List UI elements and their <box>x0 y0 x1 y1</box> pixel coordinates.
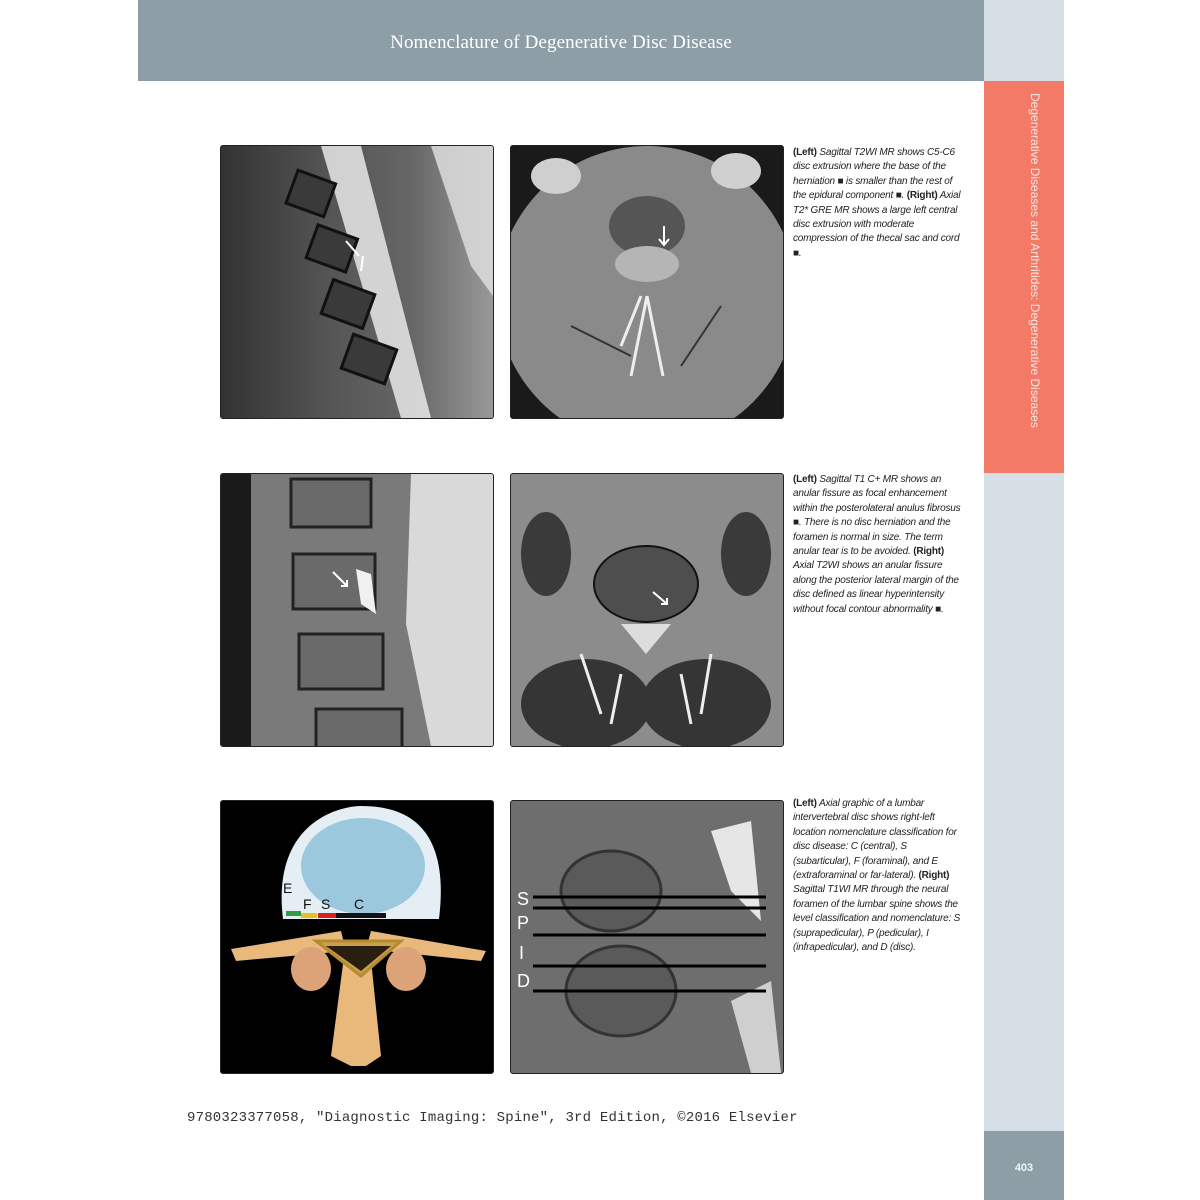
caption-label-left: (Left) <box>793 147 817 158</box>
caption-text: Sagittal T1 C+ MR shows an anular fissure as focal enhancement within the posterolateral anulus fibrosus <box>793 474 961 514</box>
caption-label-right: (Right) <box>906 190 938 202</box>
caption-text: . <box>798 247 802 259</box>
label-d-level: D <box>517 971 530 991</box>
caption-row-3 <box>793 797 963 955</box>
disc-graphic <box>221 801 493 1073</box>
mri-image <box>511 801 783 1073</box>
label-i-level: I <box>519 943 525 963</box>
caption-text: . There is no disc herniation and the foramen is normal in size. The term anular tear is to be avoided. <box>793 517 951 558</box>
caption-text: Sagittal T2WI MR shows C5-C6 disc extrusion where the base of the herniation <box>793 147 955 187</box>
caption-text: Axial T2WI shows an anular fissure along the posterior lateral margin of the disc defined as linear hyperintensity without focal contour abnormality <box>793 560 959 615</box>
page-number: 403 <box>1014 1161 1034 1174</box>
page-header <box>138 0 984 81</box>
figure-axial-disc-graphic <box>220 800 494 1074</box>
chapter-tab <box>984 81 1064 473</box>
label-c: C <box>354 896 365 912</box>
chapter-tab-label: Degenerative Diseases and Arthritides: Degenerative Diseases <box>1028 93 1042 428</box>
caption-text: Sagittal T1WI MR through the neural foramen of the lumbar spine shows the level classification and nomenclature: S (suprapedicular), P (pedicular), I (infrapedicular), and D (disc). <box>793 884 961 954</box>
footer-citation: 9780323377058, "Diagnostic Imaging: Spine", 3rd Edition, ©2016 Elsevier <box>187 1110 798 1126</box>
figure-axial-t2-lumbar <box>510 473 784 747</box>
page-number-box <box>984 1131 1064 1200</box>
figure-sagittal-t2-cervical <box>220 145 494 419</box>
caption-label-left: (Left) <box>793 474 817 485</box>
mri-image <box>221 146 493 418</box>
page-title: Nomenclature of Degenerative Disc Disease <box>390 31 732 53</box>
figure-sagittal-t1-lumbar <box>220 473 494 747</box>
caption-row-1: (Left) Sagittal T2WI MR shows C5-C6 disc extrusion where the base of the herniation ■ is smaller than the rest of the epidural component ■. (Right) Axial T2* GRE MR shows a large left central disc extrusion with moderate compression of the thecal sac and cord ■. <box>793 147 961 259</box>
label-p-level: P <box>517 913 530 933</box>
label-f: F <box>303 896 312 912</box>
caption-label-left: (Left) <box>793 798 817 809</box>
figure-sagittal-foramen <box>510 800 784 1074</box>
caption-text: is smaller than the rest of the epidural component <box>793 175 953 202</box>
caption-text: . <box>941 603 944 615</box>
mri-image <box>221 474 493 746</box>
caption-row-2: (Left) Sagittal T1 C+ MR shows an anular fissure as focal enhancement within the posterolateral anulus fibrosus ■. There is no disc herniation and the foramen is normal in size. The term anular tear is to be avoided. (Right) Axial T2WI shows an anular fissure along the posterior lateral margin of the disc defined as linear hyperintensity without focal contour abnormality ■. <box>793 474 961 615</box>
label-s: S <box>321 896 331 912</box>
caption-text: Axial graphic of a lumbar intervertebral disc shows right-left location nomenclature classification for disc disease: C (central), S (subarticular), F (foraminal), and E (extraforaminal or far-lateral). <box>793 798 957 882</box>
mri-image <box>511 146 783 418</box>
caption-label-right: (Right) <box>918 870 950 882</box>
mri-image <box>511 474 783 746</box>
figure-axial-gre-cervical <box>510 145 784 419</box>
label-s-level: S <box>517 889 530 909</box>
caption-text: Axial T2* GRE MR shows a large left central disc extrusion with moderate compression of the thecal sac and cord <box>793 190 961 245</box>
caption-label-right: (Right) <box>913 546 945 558</box>
label-e: E <box>283 880 293 896</box>
